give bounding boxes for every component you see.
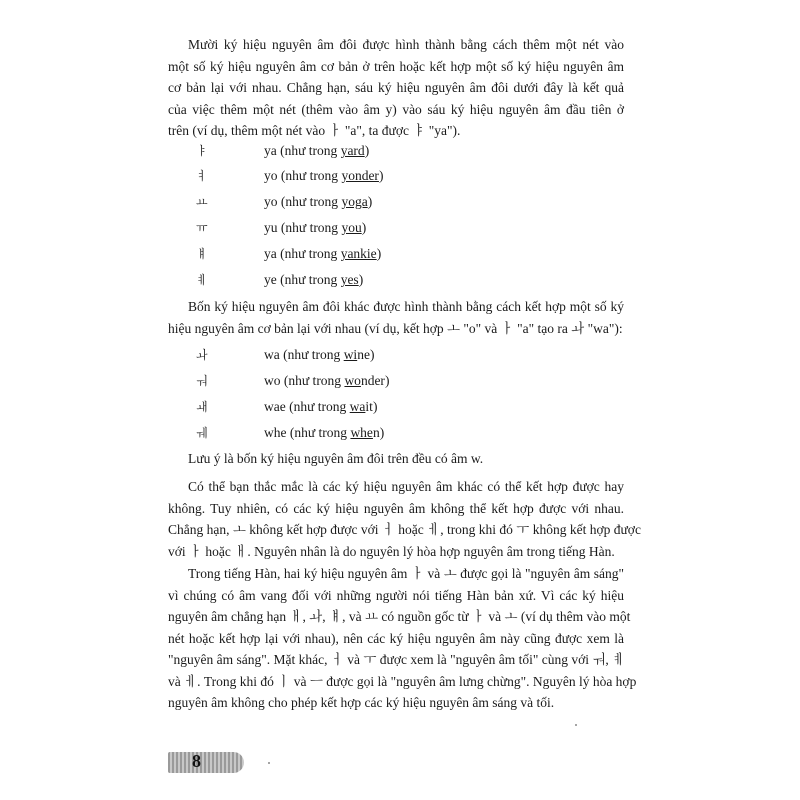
vowel-description: yo (như trong yoga)	[264, 194, 373, 209]
scan-speck	[575, 724, 577, 726]
example-word: yard	[340, 143, 365, 158]
example-word: wa	[349, 399, 366, 414]
text-line: nguyên âm chẳng hạn ㅐ, ㅘ, ㅒ, và ㅛ có nguồn gốc từ ㅏ và ㅗ (ví dụ thêm vào một	[168, 609, 631, 624]
vowel-row-wa	[196, 344, 374, 366]
example-word: wo	[344, 373, 361, 388]
paragraph-intro	[168, 34, 624, 142]
text-line: nét hoặc kết hợp lại với nhau), nên các ký hiệu nguyên âm này cũng được xem là	[168, 630, 624, 646]
vowel-row-yu	[196, 217, 366, 239]
vowel-row-wo	[196, 370, 389, 392]
vowel-row-yeo	[196, 165, 383, 187]
text-line: không. Tuy nhiên, có các ký hiệu nguyên âm không thể kết hợp được với nhau.	[168, 500, 624, 516]
example-word: yes	[340, 272, 359, 287]
example-word: yankie	[340, 246, 377, 261]
vowel-symbol: ㅞ	[196, 426, 208, 440]
vowel-description: yu (như trong you)	[264, 220, 367, 235]
vowel-description: wae (như trong wait)	[264, 399, 378, 414]
vowel-description: yo (như trong yonder)	[264, 168, 384, 183]
vowel-symbol: ㅝ	[196, 374, 208, 388]
text-line: trên (ví dụ, thêm một nét vào ㅏ "a", ta được ㅑ "ya").	[168, 123, 461, 138]
text-line: Lưu ý là bốn ký hiệu nguyên âm đôi trên đều có âm w.	[188, 451, 484, 466]
text-line: "nguyên âm sáng". Mặt khác, ㅓ và ㅜ được xem là "nguyên âm tối" cùng với ㅝ, ㅖ	[168, 652, 626, 667]
paragraph-note	[168, 448, 624, 470]
text-line: và ㅔ. Trong khi đó ㅣ và ㅡ được gọi là "nguyên âm lưng chừng". Nguyên lý hòa hợp	[168, 673, 637, 689]
vowel-symbol: ㅑ	[196, 144, 208, 158]
text-line: cơ bản lại với nhau. Chẳng hạn, sáu ký hiệu nguyên âm đôi dưới đây là kết quả	[168, 80, 624, 95]
text-line: của việc thêm một nét (thêm vào âm y) vào sáu ký hiệu nguyên âm đầu tiên ở	[168, 101, 624, 117]
text-line: nguyên âm không cho phép kết hợp các ký hiệu nguyên âm sáng và tối.	[168, 695, 555, 710]
vowel-symbol: ㅕ	[196, 169, 208, 183]
text-line: Mười ký hiệu nguyên âm đôi được hình thành bằng cách thêm một nét vào	[188, 37, 624, 52]
vowel-row-wae	[196, 396, 377, 418]
example-word: you	[341, 220, 362, 235]
text-line: Trong tiếng Hàn, hai ký hiệu nguyên âm ㅏ và ㅗ được gọi là "nguyên âm sáng"	[188, 566, 624, 581]
example-word: whe	[350, 425, 373, 440]
text-line: Có thể bạn thắc mắc là các ký hiệu nguyên âm khác có thể kết hợp được hay	[188, 479, 624, 494]
example-word: yoga	[341, 194, 368, 209]
scan-speck	[268, 762, 270, 764]
example-word: yonder	[341, 168, 379, 183]
text-line: Bốn ký hiệu nguyên âm đôi khác được hình thành bằng cách kết hợp một số ký	[188, 299, 624, 314]
paragraph-combination	[168, 296, 624, 339]
vowel-symbol: ㅛ	[196, 195, 208, 209]
vowel-description: ya (như trong yankie)	[264, 246, 382, 261]
text-line: hiệu nguyên âm cơ bản lại với nhau (ví dụ, kết hợp ㅗ "o" và ㅏ "a" tạo ra ㅘ "wa"):	[168, 320, 623, 336]
paragraph-vowel-harmony	[168, 563, 637, 714]
vowel-description: ya (như trong yard)	[264, 143, 370, 158]
vowel-description: whe (như trong when)	[264, 425, 385, 440]
vowel-symbol: ㅙ	[196, 400, 208, 414]
vowel-symbol: ㅒ	[196, 247, 208, 261]
vowel-symbol: ㅘ	[196, 348, 208, 362]
vowel-description: wa (như trong wine)	[264, 347, 375, 362]
vowel-row-ye	[196, 269, 363, 291]
vowel-row-yo	[196, 191, 372, 213]
vowel-row-ya	[196, 140, 369, 162]
example-word: wi	[343, 347, 358, 362]
text-line: một số ký hiệu nguyên âm cơ bản ở trên hoặc kết hợp một số ký hiệu nguyên âm	[168, 58, 624, 74]
text-line: Chẳng hạn, ㅗ không kết hợp được với ㅓ hoặc ㅔ, trong khi đó ㅜ không kết hợp được	[168, 522, 641, 537]
page-number-tab	[168, 752, 244, 773]
text-line: với ㅏ hoặc ㅐ. Nguyên nhân là do nguyên lý hòa hợp nguyên âm trong tiếng Hàn.	[168, 543, 615, 559]
text-line: vì chúng có âm vang đối với những người nói tiếng Hàn bản xứ. Vì các ký hiệu	[168, 587, 624, 603]
vowel-description: ye (như trong yes)	[264, 272, 364, 287]
page-number: 8	[192, 751, 201, 771]
vowel-symbol: ㅠ	[196, 221, 208, 235]
vowel-symbol: ㅖ	[196, 273, 208, 287]
paragraph-restrictions	[168, 476, 641, 562]
vowel-row-yae	[196, 243, 381, 265]
vowel-description: wo (như trong wonder)	[264, 373, 390, 388]
vowel-row-we	[196, 422, 384, 444]
